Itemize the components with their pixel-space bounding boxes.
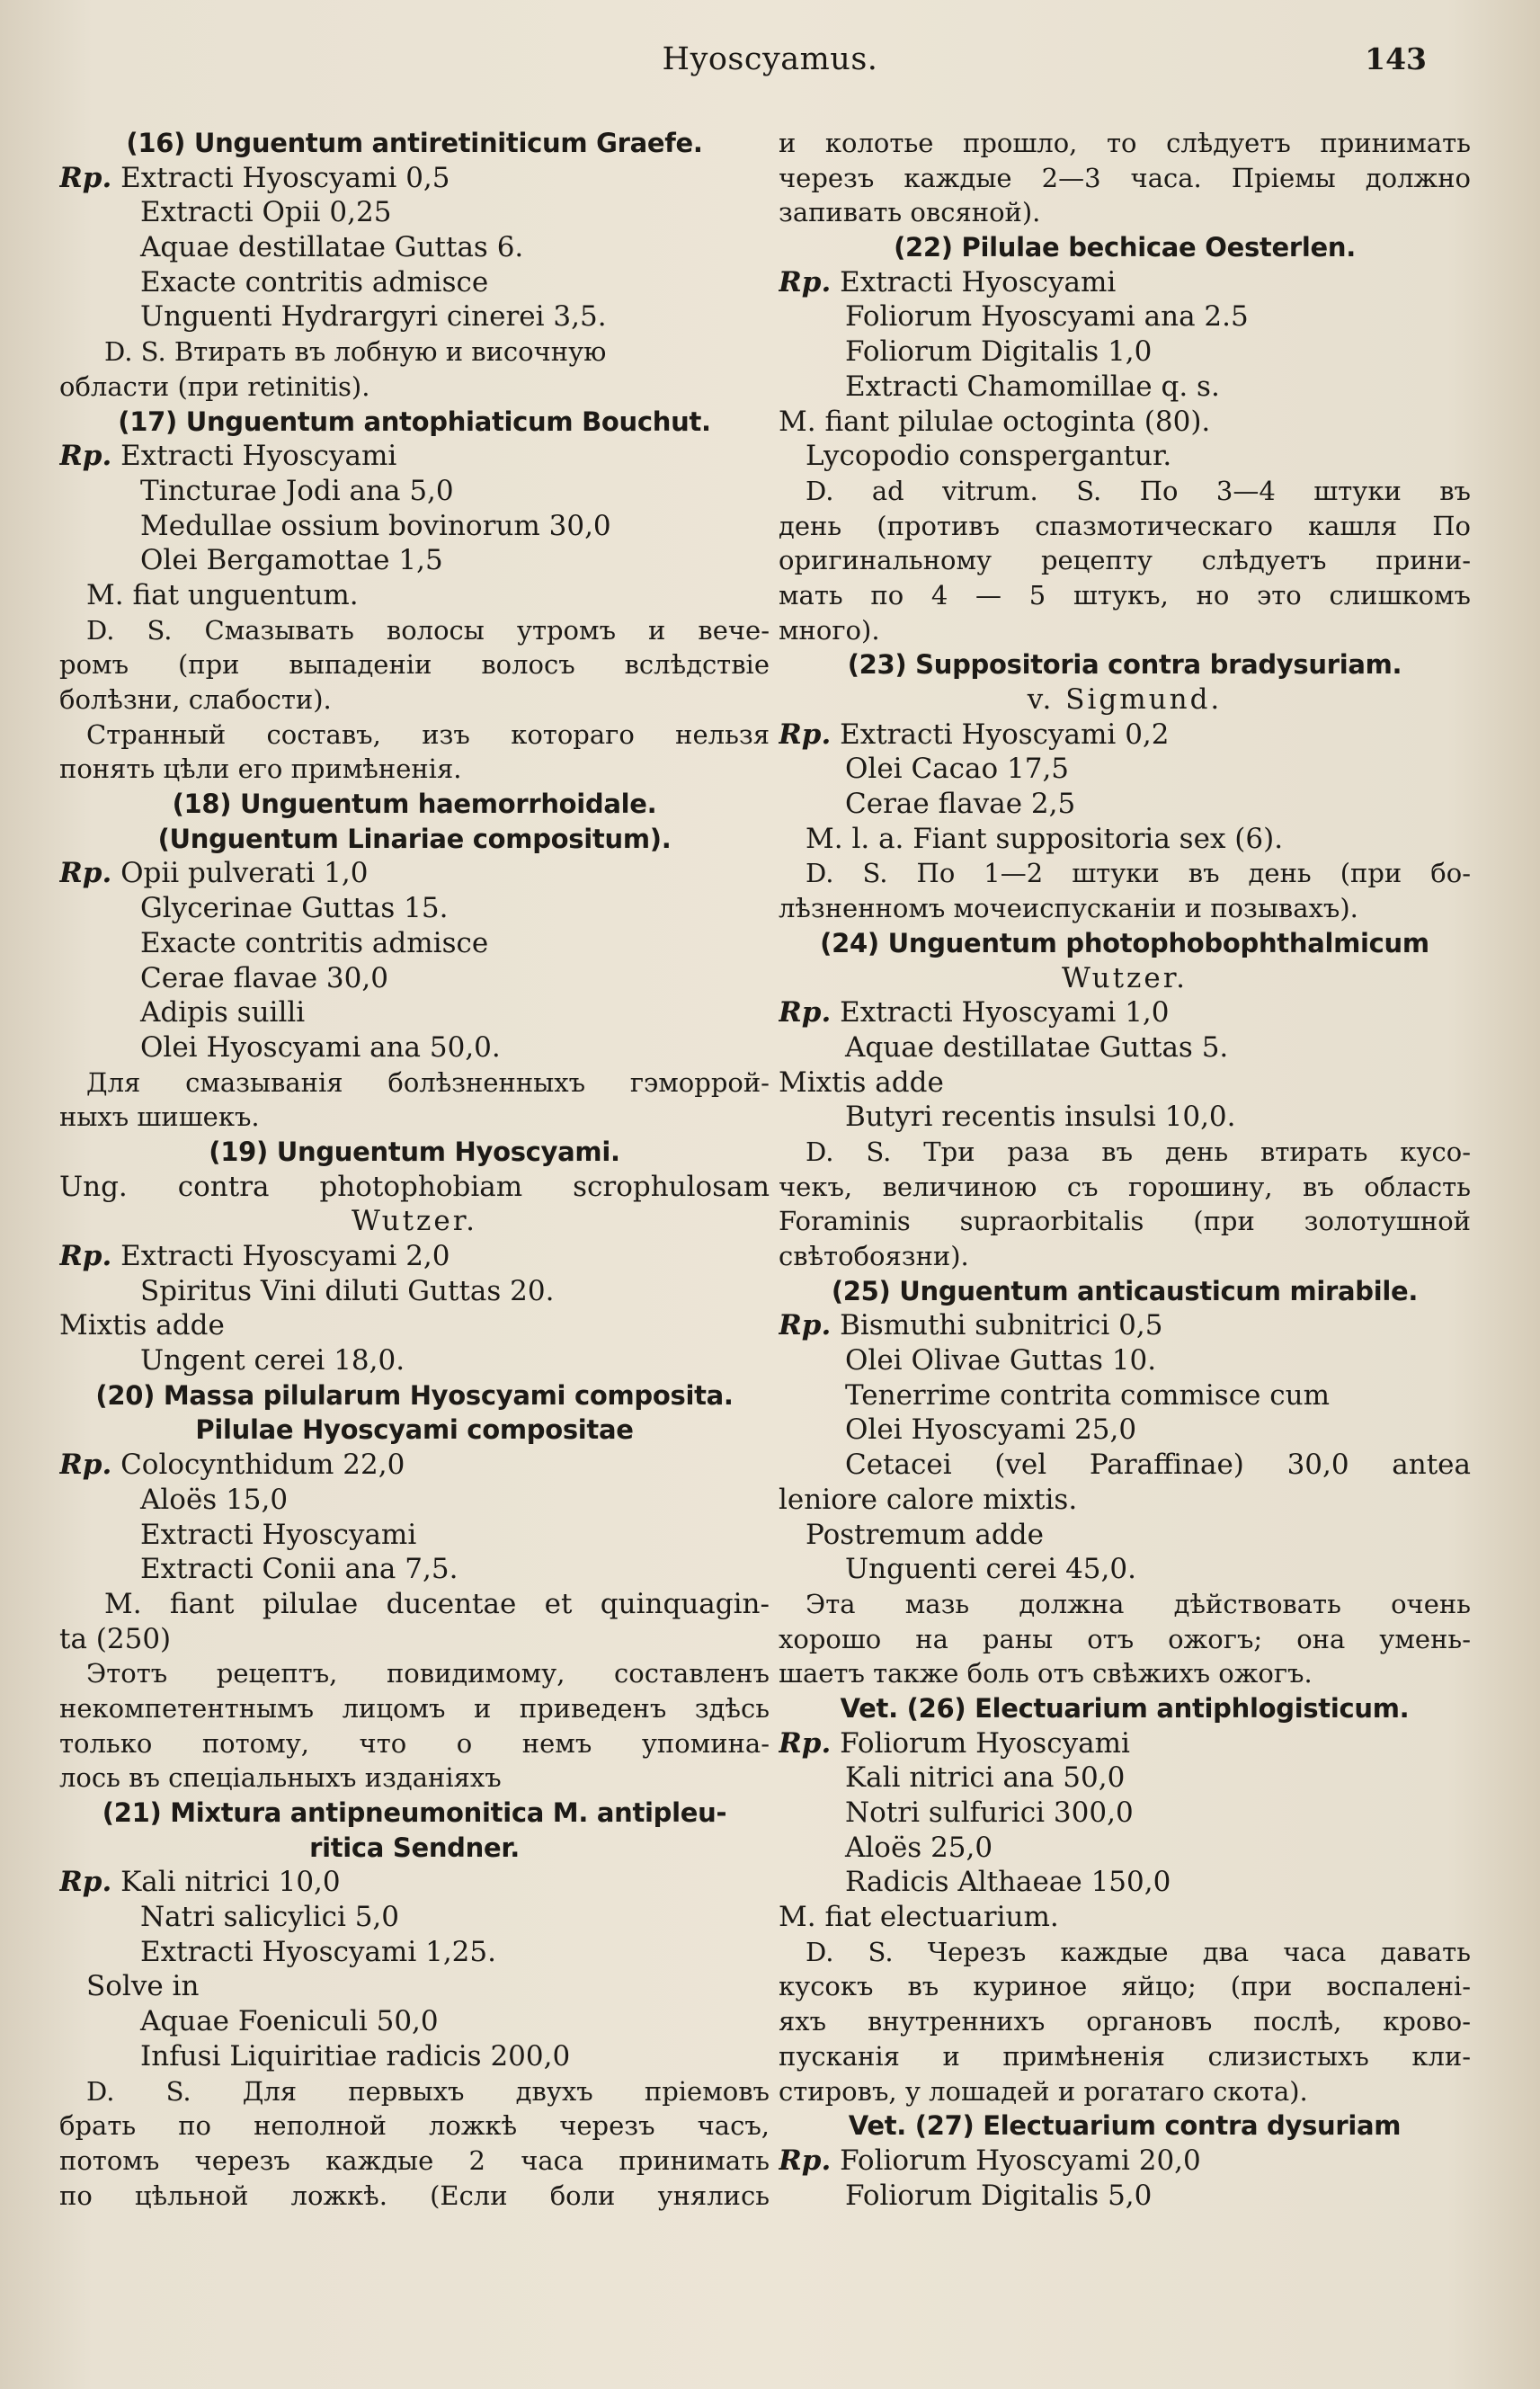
rx-symbol: Rp. [59, 1240, 112, 1272]
text-line: Medullae ossium bovinorum 30,0 [140, 509, 611, 542]
text-line: Adipis suilli [140, 996, 306, 1030]
rx-symbol: Rp. [779, 718, 832, 751]
rx-symbol: Rp. [59, 857, 112, 890]
text-line: чекъ, величиною съ горошину, въ область [779, 1171, 1471, 1202]
text-line: D. ad vitrum. S. По 3—4 штуки въ [806, 475, 1471, 506]
rx-symbol: Rp. [779, 2144, 832, 2177]
text-line: брать по неполной ложкѣ черезъ часъ, [59, 2110, 770, 2142]
text-line: Unguenti cerei 45,0. [845, 1553, 1136, 1586]
running-head [0, 41, 1540, 88]
text-line: D. S. Черезъ каждые два часа давать [806, 1936, 1471, 1967]
rx-symbol: Rp. [779, 1726, 832, 1760]
text-line: потомъ черезъ каждые 2 часа принимать [59, 2144, 770, 2176]
text-line: некомпетентнымъ лицомъ и приведенъ здѣсь [59, 1692, 770, 1724]
text-line: ta (250) [59, 1622, 172, 1655]
prescription-line: Rp. Foliorum Hyoscyami 20,0 [779, 2144, 1201, 2177]
text-line: Spiritus Vini diluti Guttas 20. [140, 1274, 555, 1307]
text-line: Этотъ рецептъ, повидимому, составленъ [86, 1658, 770, 1689]
text-line: запивать овсяной). [779, 197, 1041, 228]
text-line: D. S. Втирать въ лобную и височную [104, 336, 607, 368]
prescription-line: Rp. Foliorum Hyoscyami [779, 1726, 1130, 1760]
text-line: D. S. Три раза въ день втирать кусо- [806, 1136, 1471, 1167]
text-line: Olei Olivae Guttas 10. [845, 1344, 1157, 1377]
prescription-line: Rp. Colocynthidum 22,0 [59, 1449, 405, 1482]
text-line: Extracti Chamomillae q. s. [845, 370, 1220, 403]
recipe-heading: (23) Suppositoria contra bradysuriam. [847, 649, 1402, 681]
author-name: Wutzer. [352, 1205, 477, 1238]
text-line: Mixtis adde [59, 1309, 225, 1342]
text-line: хорошо на раны отъ ожогъ; она умень- [779, 1623, 1471, 1654]
text-line: M. fiat electuarium. [779, 1901, 1059, 1934]
text-line: ромъ (при выпаденіи волосъ вслѣдствіе [59, 649, 770, 681]
text-line: Olei Cacao 17,5 [845, 753, 1070, 786]
author-name: v. Sigmund. [1027, 683, 1223, 716]
text-line: leniore calore mixtis. [779, 1483, 1078, 1516]
recipe-heading: (19) Unguentum Hyoscyami. [209, 1136, 620, 1167]
text-line: понять цѣли его примѣненія. [59, 753, 462, 785]
text-line: Foliorum Hyoscyami ana 2.5 [845, 300, 1249, 334]
text-line: Foliorum Digitalis 1,0 [845, 335, 1153, 369]
recipe-heading: (16) Unguentum antiretiniticum Graefe. [126, 128, 703, 158]
text-line: по цѣльной ложкѣ. (Если боли унялись [59, 2180, 770, 2211]
text-line: Foliorum Digitalis 5,0 [845, 2179, 1153, 2212]
recipe-heading: (25) Unguentum anticausticum mirabile. [831, 1275, 1419, 1306]
recipe-heading: (18) Unguentum haemorrhoidale. [172, 789, 657, 820]
text-line: Notri sulfurici 300,0 [845, 1796, 1134, 1829]
prescription-line: Rp. Extracti Hyoscyami 0,5 [59, 161, 450, 194]
text-line: Aquae destillatae Guttas 6. [140, 231, 524, 264]
text-line: день (противъ спазмотическаго кашля По [779, 510, 1471, 541]
prescription-line: Rp. Extracti Hyoscyami 2,0 [59, 1240, 450, 1272]
running-title: Hyoscyamus. [662, 41, 878, 77]
text-line: области (при retinitis). [59, 370, 370, 402]
text-line: свѣтобоязни). [779, 1241, 969, 1271]
text-line: Aquae Foeniculi 50,0 [140, 2005, 439, 2038]
recipe-heading: (Unguentum Linariae compositum). [157, 823, 672, 854]
prescription-line: Rp. Opii pulverati 1,0 [59, 857, 369, 890]
text-line: Postremum adde [806, 1518, 1044, 1551]
text-line: Aquae destillatae Guttas 5. [845, 1030, 1229, 1064]
rx-symbol: Rp. [779, 996, 832, 1030]
text-line: Ung. contra photophobiam scrophulosam [59, 1170, 770, 1203]
text-line: D. S. По 1—2 штуки въ день (при бо- [806, 858, 1471, 889]
recipe-heading: (21) Mixtura antipneumonitica M. antipleu- [102, 1797, 727, 1828]
text-line: Kali nitrici ana 50,0 [845, 1761, 1126, 1795]
text-line: Radicis Althaeae 150,0 [845, 1866, 1171, 1899]
prescription-line: Rp. Extracti Hyoscyami 1,0 [779, 996, 1170, 1030]
text-line: Cerae flavae 30,0 [140, 961, 388, 994]
text-line: Для смазыванія болѣзненныхъ гэморрой- [86, 1066, 770, 1098]
text-line: Foraminis supraorbitalis (при золотушной [779, 1206, 1471, 1237]
recipe-heading: (22) Pilulae bechicae Oesterlen. [894, 232, 1356, 263]
text-line: Странный составъ, изъ котораго нельзя [86, 718, 770, 750]
text-line: Olei Hyoscyami ana 50,0. [140, 1030, 501, 1064]
text-line: лѣзненномъ мочеиспусканіи и позывахъ). [779, 893, 1358, 924]
left-column [59, 126, 770, 2374]
text-line: Mixtis adde [779, 1065, 944, 1099]
prescription-line: Rp. Bismuthi subnitrici 0,5 [779, 1309, 1163, 1342]
text-line: Tincturae Jodi ana 5,0 [140, 474, 454, 507]
text-line: болѣзни, слабости). [59, 684, 332, 715]
text-line: Extracti Hyoscyami 1,25. [140, 1935, 496, 1968]
rx-symbol: Rp. [59, 1449, 112, 1482]
rx-symbol: Rp. [779, 265, 832, 299]
recipe-heading: Vet. (26) Electuarium antiphlogisticum. [840, 1692, 1410, 1724]
recipe-heading: (24) Unguentum photophobophthalmicum [820, 927, 1429, 958]
prescription-line: Rp. Extracti Hyoscyami 0,2 [779, 718, 1170, 751]
text-line: мать по 4 — 5 штукъ, но это слишкомъ [779, 579, 1471, 611]
text-line: Olei Hyoscyami 25,0 [845, 1413, 1137, 1447]
right-column [779, 126, 1471, 2374]
text-line: Эта мазь должна дѣйствовать очень [806, 1588, 1471, 1619]
text-line: D. S. Для первыхъ двухъ пріемовъ [86, 2075, 770, 2107]
recipe-heading: ritica Sendner. [309, 1832, 520, 1863]
text-line: Natri salicylici 5,0 [140, 1901, 400, 1934]
recipe-heading: Vet. (27) Electuarium contra dysuriam [848, 2110, 1402, 2142]
text-line: Infusi Liquiritiae radicis 200,0 [140, 2039, 571, 2073]
text-line: кусокъ въ куриное яйцо; (при воспалені- [779, 1971, 1471, 2002]
recipe-heading: Pilulae Hyoscyami compositae [195, 1414, 634, 1446]
text-line: D. S. Смазывать волосы утромъ и вече- [86, 614, 770, 646]
text-line: оригинальному рецепту слѣдуетъ прини- [779, 545, 1471, 576]
page-number: 143 [1365, 41, 1427, 76]
text-line: Glycerinae Guttas 15. [140, 892, 449, 925]
prescription-line: Rp. Extracti Hyoscyami [779, 265, 1117, 299]
text-line: Solve in [86, 1970, 200, 2003]
text-line: Cetacei (vel Paraffinae) 30,0 antea [845, 1449, 1471, 1482]
prescription-line: Rp. Extracti Hyoscyami [59, 440, 397, 473]
text-line: Extracti Conii ana 7,5. [140, 1553, 458, 1586]
text-line: ныхъ шишекъ. [59, 1101, 260, 1133]
rx-symbol: Rp. [59, 161, 112, 194]
rx-symbol: Rp. [59, 1866, 112, 1899]
text-line: Lycopodio conspergantur. [806, 440, 1172, 473]
text-line: стировъ, у лошадей и рогатаго скота). [779, 2075, 1308, 2107]
text-line: Extracti Hyoscyami [140, 1518, 417, 1551]
text-line: Olei Bergamottae 1,5 [140, 544, 443, 577]
text-line: пусканія и примѣненія слизистыхъ кли- [779, 2040, 1471, 2072]
text-line: яхъ внутреннихъ органовъ послѣ, крово- [779, 2006, 1471, 2037]
text-line: только потому, что о немъ упомина- [59, 1727, 770, 1759]
text-line: Extracti Opii 0,25 [140, 196, 392, 229]
text-line: и колотье прошло, то слѣдуетъ принимать [779, 128, 1471, 158]
text-line: Butyri recentis insulsi 10,0. [845, 1101, 1236, 1134]
recipe-heading: (20) Massa pilularum Hyoscyami composita. [95, 1379, 734, 1411]
text-line: Unguenti Hydrargyri cinerei 3,5. [140, 300, 607, 334]
rx-symbol: Rp. [59, 440, 112, 473]
text-line: шаетъ также боль отъ свѣжихъ ожогъ. [779, 1658, 1313, 1689]
text-line: Exacte contritis admisce [140, 926, 489, 959]
text-line: Cerae flavae 2,5 [845, 788, 1076, 821]
text-line: M. l. a. Fiant suppositoria sex (6). [806, 822, 1284, 855]
text-line: черезъ каждые 2—3 часа. Пріемы должно [779, 162, 1471, 193]
author-name: Wutzer. [1062, 961, 1188, 994]
text-line: Aloës 25,0 [845, 1831, 993, 1864]
text-line: M. fiant pilulae octoginta (80). [779, 405, 1211, 438]
text-line: лось въ спеціальныхъ изданіяхъ [59, 1762, 502, 1794]
text-line: Exacte contritis admisce [140, 265, 489, 299]
text-line: M. fiant pilulae ducentae et quinquagin- [104, 1587, 770, 1620]
text-line: много). [779, 614, 880, 646]
rx-symbol: Rp. [779, 1309, 832, 1342]
text-line: Tenerrime contrita commisce cum [845, 1378, 1330, 1412]
recipe-heading: (17) Unguentum antophiaticum Bouchut. [118, 406, 711, 437]
prescription-line: Rp. Kali nitrici 10,0 [59, 1866, 341, 1899]
text-line: M. fiat unguentum. [86, 578, 359, 611]
text-line: Ungent cerei 18,0. [140, 1344, 405, 1377]
text-line: Aloës 15,0 [140, 1483, 289, 1516]
